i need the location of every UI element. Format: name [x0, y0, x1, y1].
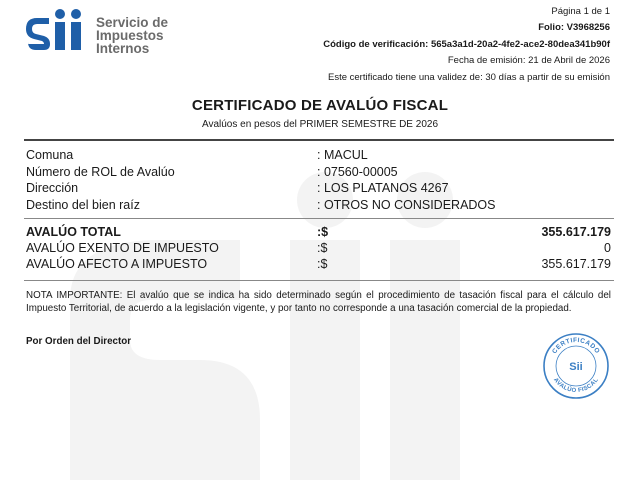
document-subtitle: Avalúos en pesos del PRIMER SEMESTRE DE 2026 [201, 119, 439, 130]
property-info [26, 147, 616, 213]
certificate-seal [542, 332, 610, 400]
logo-text-line: Servicio de [96, 15, 169, 30]
sii-logo [24, 6, 174, 54]
logo-text-line: Internos [96, 41, 150, 56]
folio: Folio: V3968256 [538, 22, 610, 34]
signature-line: Por Orden del Director [26, 336, 132, 347]
property-row [26, 180, 616, 197]
logo-text [96, 16, 168, 55]
valuation-row-exempt [26, 240, 611, 256]
property-row [26, 197, 616, 214]
seal-top-text: CERTIFICADO [551, 336, 601, 356]
property-label: Número de ROL de Avalúo [26, 164, 175, 179]
property-label: Dirección [26, 181, 79, 195]
divider [24, 139, 614, 141]
certificate-meta [323, 4, 610, 86]
property-value: : OTROS NO CONSIDERADOS [317, 197, 496, 212]
valuation-table [26, 224, 611, 272]
seal-mark: Sii [569, 361, 583, 373]
property-value: : MACUL [317, 148, 368, 162]
issue-date: Fecha de emisión: 21 de Abril de 2026 [447, 55, 610, 67]
verification-code: Código de verificación: 565a3a1d-20a2-4fe2-ace2-80dea341b90f [323, 38, 610, 50]
valuation-row-total [26, 224, 611, 240]
valuation-currency: :$ [317, 241, 328, 255]
valuation-currency: :$ [317, 225, 329, 239]
divider [24, 218, 614, 219]
valuation-row-taxable [26, 256, 611, 272]
sii-logo-mark [24, 6, 90, 54]
divider [24, 280, 614, 281]
valuation-amount: 355.617.179 [541, 225, 611, 239]
property-row [26, 147, 616, 164]
document-title: CERTIFICADO DE AVALÚO FISCAL [191, 97, 449, 114]
property-value: : LOS PLATANOS 4267 [317, 181, 449, 195]
valuation-label: AVALÚO TOTAL [26, 225, 121, 239]
valuation-amount: 355.617.179 [541, 257, 611, 271]
valuation-label: AVALÚO EXENTO DE IMPUESTO [26, 241, 219, 255]
valuation-amount: 0 [604, 241, 611, 255]
page-number: Página 1 de 1 [551, 6, 610, 17]
property-label: Destino del bien raíz [26, 197, 140, 212]
property-row [26, 164, 616, 181]
property-label: Comuna [26, 148, 74, 162]
valuation-label: AVALÚO AFECTO A IMPUESTO [26, 257, 208, 271]
validity: Este certificado tiene una validez de: 30 días a partir de su emisión [328, 71, 610, 83]
seal-bottom-text: AVALÚO FISCAL [552, 377, 600, 395]
logo-text-line: Impuestos [96, 28, 164, 43]
property-value: : 07560-00005 [317, 164, 398, 179]
important-note: NOTA IMPORTANTE: El avalúo que se indica ha sido determinado según el procedimiento de tasación fiscal para el cálculo del Impuesto Territorial, de acuerdo a la legislación vigente, y por tanto no corresponde a una tasación comercial de la propiedad. [26, 290, 611, 315]
valuation-currency: :$ [317, 257, 328, 271]
